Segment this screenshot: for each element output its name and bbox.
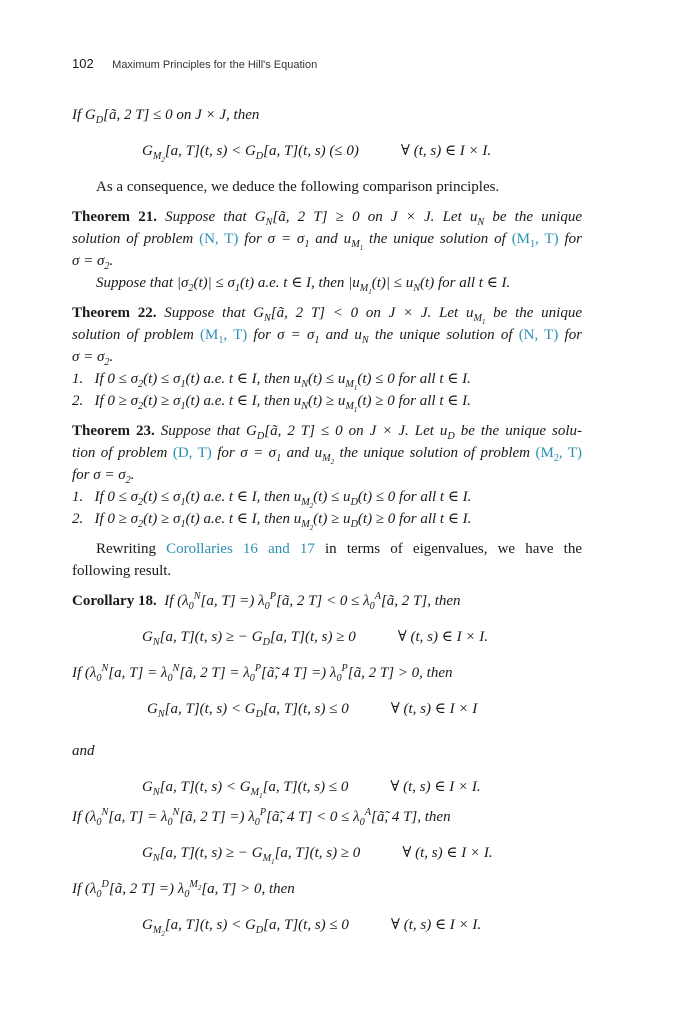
equation-gn-gm1: $G_N[a$, T](t, $s) < G_{M_1}[a$, T](t, s) ≤ 0 ∀ (t, s) ∈ I × I. (142, 779, 481, 801)
theorem-23-line-2: tion of problem (D, T) for $\sigma = \sigma_1$ and $u_{M_2}$ the unique solution of problem ($M_2$, T) (72, 445, 583, 467)
corollary-18-case-3: If ($\lambda_0^N[a$, $T] = \lambda_0^N[ã$, 2 T] =) $\lambda_0^P[ã̃$, 4 $T] < 0 \le \lambda_0^A[ã̃$, 4 T], then (72, 807, 451, 828)
corollary-18-line-1: Corollary 18. If ($\lambda_0^N[a$, T] =) $\lambda_0^P[ã$, 2 $T] < 0 \le \lambda_0^A[ã$, 2 T], then (72, 591, 461, 612)
theorem-21-line-1: Theorem 21. Suppose that $G_N[ã$, 2 T] ≥ 0 on J × J. Let $u_N$ be the unique (72, 209, 582, 228)
consequence-text: As a consequence, we deduce the following comparison principles. (96, 179, 500, 195)
theorem-22-item-1: 1. If $0 \le \sigma_2(t) \le \sigma_1(t)$ a.e. t ∈ I, then $u_N(t) \le u_{M_1}(t) \le 0$ for all t ∈ I. (72, 371, 471, 393)
theorem-23-line-1: Theorem 23. Suppose that $G_D[ã$, 2 T] ≤ 0 on J × J. Let $u_D$ be the unique solu- (72, 423, 582, 442)
intro-hypothesis: If $G_D[ã$, 2 T] ≤ 0 on J × J, then (72, 107, 260, 126)
theorem-23-item-1: 1. If $0 \le \sigma_2(t) \le \sigma_1(t)$ a.e. t ∈ I, then $u_{M_2}(t) \le u_D(t) \le 0$ for all t ∈ I. (72, 489, 472, 511)
equation-gm2-gd: $G_{M_2}[a$, T](t, $s) < G_D[a$, T](t, s) (≤ 0) ∀ (t, s) ∈ I × I. (142, 143, 492, 165)
page-header (72, 55, 317, 73)
equation-gm2-gd-2: $G_{M_2}[a$, T](t, $s) < G_D[a$, T](t, s) ≤ 0 ∀ (t, s) ∈ I × I. (142, 917, 482, 939)
theorem-21-line-2: solution of problem (N, T) for $\sigma = \sigma_1$ and $u_{M_1}$ the unique solution of ($M_1$, T) for (72, 231, 583, 253)
theorem-21-line-3: $\sigma = \sigma_2$. (72, 253, 114, 272)
rewriting-line-1: Rewriting Corollaries 16 and 17 in terms of eigenvalues, we have the (96, 541, 583, 557)
page-number: 102 (72, 56, 94, 71)
equation-gn-gm1-2: $G_N[a$, T](t, s) ≥ − $G_{M_1}[a$, T](t, s) ≥ 0 ∀ (t, s) ∈ I × I. (142, 845, 493, 867)
and-text: and (72, 743, 95, 759)
theorem-22-line-1: Theorem 22. Suppose that $G_N[ã$, 2 T] < 0 on J × J. Let $u_{M_1}$ be the unique (72, 305, 582, 327)
theorem-21-statement: Suppose that $|\sigma_2(t)| \le \sigma_1(t)$ a.e. t ∈ I, then $|u_{M_1}(t)| \le u_N(t)$ for all t ∈ I. (96, 275, 511, 297)
theorem-22-line-3: $\sigma = \sigma_2$. (72, 349, 114, 368)
rewriting-line-2: following result. (72, 563, 172, 579)
page-body (72, 104, 583, 939)
theorem-23-item-2: 2. If $0 \ge \sigma_2(t) \ge \sigma_1(t)$ a.e. t ∈ I, then $u_{M_2}(t) \ge u_D(t) \ge 0$ for all t ∈ I. (72, 511, 472, 533)
theorem-23-line-3: for $\sigma = \sigma_2$. (72, 467, 135, 486)
theorem-22-item-2: 2. If $0 \ge \sigma_2(t) \ge \sigma_1(t)$ a.e. t ∈ I, then $u_N(t) \ge u_{M_1}(t) \ge 0$ for all t ∈ I. (72, 393, 471, 415)
corollary-18-case-2: If ($\lambda_0^N[a$, $T] = \lambda_0^N[ã$, 2 $T] = \lambda_0^P[ã̃$, 4 T] =) $\lambda_0^P[ã$, 2 T] > 0, then (72, 663, 453, 684)
equation-gn-gd-2: $G_N[a$, T](t, $s) < G_D[a$, T](t, s) ≤ 0 ∀ (t, s) ∈ I × I (147, 701, 478, 720)
theorem-22-line-2: solution of problem ($M_1$, T) for $\sigma = \sigma_1$ and $u_N$ the unique solution of (N, T) for (72, 327, 583, 346)
equation-gn-gd-1: $G_N[a$, T](t, s) ≥ − $G_D[a$, T](t, s) ≥ 0 ∀ (t, s) ∈ I × I. (142, 629, 488, 648)
running-title: Maximum Principles for the Hill's Equation (112, 59, 318, 71)
corollary-18-case-4: If ($\lambda_0^D[ã$, 2 T] =) $\lambda_0^{M_2}[a$, T] > 0, then (72, 879, 295, 900)
